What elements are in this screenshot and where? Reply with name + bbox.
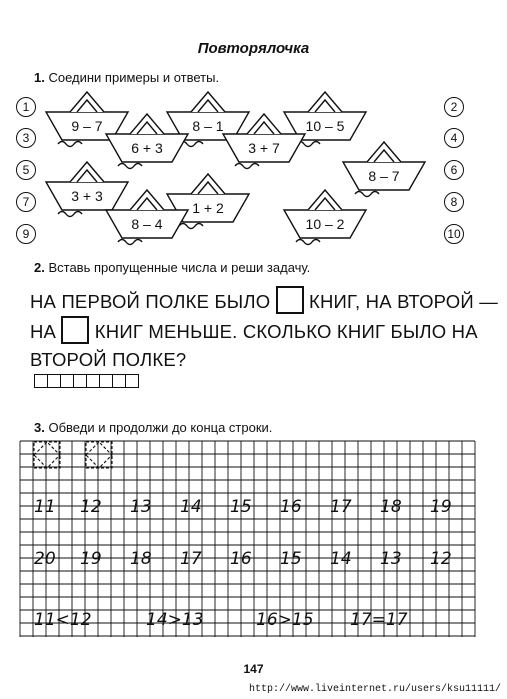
- boat-expression: 3 + 7: [248, 140, 280, 156]
- boat-expression: 8 – 7: [368, 168, 400, 184]
- boat-expression: 10 – 2: [305, 216, 345, 232]
- handwritten-number: 18: [130, 549, 152, 569]
- handwritten-number: 11<12: [34, 610, 92, 630]
- handwritten-number: 17: [330, 497, 352, 517]
- task1-number: 1.: [34, 70, 45, 85]
- handwritten-number: 17: [180, 549, 202, 569]
- boat-expression: 8 – 4: [131, 216, 163, 232]
- answer-circle-left[interactable]: 3: [16, 128, 36, 148]
- handwritten-number: 12: [80, 497, 102, 517]
- handwritten-number: 13: [380, 549, 402, 569]
- task2-text: Вставь пропущенные числа и реши задачу.: [48, 260, 311, 275]
- boat-expression: 9 – 7: [71, 118, 103, 134]
- answer-circle-right[interactable]: 8: [444, 192, 464, 212]
- handwritten-number: 18: [380, 497, 402, 517]
- answer-circle-left[interactable]: 7: [16, 192, 36, 212]
- page-title: Повторялочка: [197, 40, 310, 57]
- answer-circle-left[interactable]: 5: [16, 160, 36, 180]
- boat-expression: 10 – 5: [305, 118, 345, 134]
- page-number: 147: [243, 662, 264, 676]
- problem-line3: ВТОРОЙ ПОЛКЕ?: [30, 349, 187, 370]
- handwritten-number: 12: [430, 549, 452, 569]
- task3-number: 3.: [34, 420, 45, 435]
- handwritten-number: 19: [430, 497, 452, 517]
- handwritten-number: 14: [330, 549, 352, 569]
- answer-circle-right[interactable]: 10: [444, 224, 464, 244]
- handwritten-number: 11: [34, 497, 56, 517]
- boat-expression: 3 + 3: [71, 188, 103, 204]
- boat-expression: 8 – 1: [192, 118, 224, 134]
- handwritten-number: 14>13: [146, 610, 204, 630]
- handwritten-number: 16: [230, 549, 252, 569]
- answer-circle-left[interactable]: 9: [16, 224, 36, 244]
- answer-circle-right[interactable]: 4: [444, 128, 464, 148]
- watermark-url: http://www.liveinternet.ru/users/ksu11111/: [248, 684, 501, 695]
- boat-expression: 6 + 3: [131, 140, 163, 156]
- handwritten-number: 16: [280, 497, 302, 517]
- problem-line1b: КНИГ, НА ВТОРОЙ —: [308, 291, 498, 312]
- answer-circle-left[interactable]: 1: [16, 97, 36, 117]
- handwritten-number: 13: [130, 497, 152, 517]
- problem-line2a: НА: [30, 321, 57, 342]
- problem-line2b: КНИГ МЕНЬШЕ. СКОЛЬКО КНИГ БЫЛО НА: [94, 321, 478, 342]
- handwritten-number: 20: [34, 549, 56, 569]
- handwritten-number: 19: [80, 549, 102, 569]
- answer-circle-right[interactable]: 2: [444, 97, 464, 117]
- problem-line1a: НА ПЕРВОЙ ПОЛКЕ БЫЛО: [30, 291, 271, 312]
- handwritten-number: 15: [230, 497, 252, 517]
- boat-expression: 1 + 2: [192, 200, 224, 216]
- task3-text: Обведи и продолжи до конца строки.: [48, 420, 273, 435]
- handwritten-number: 14: [180, 497, 202, 517]
- handwritten-number: 17=17: [350, 610, 408, 630]
- task2-number: 2.: [34, 260, 45, 275]
- answer-circle-right[interactable]: 6: [444, 160, 464, 180]
- task1-text: Соедини примеры и ответы.: [48, 70, 220, 85]
- handwritten-number: 15: [280, 549, 302, 569]
- handwritten-number: 16>15: [256, 610, 314, 630]
